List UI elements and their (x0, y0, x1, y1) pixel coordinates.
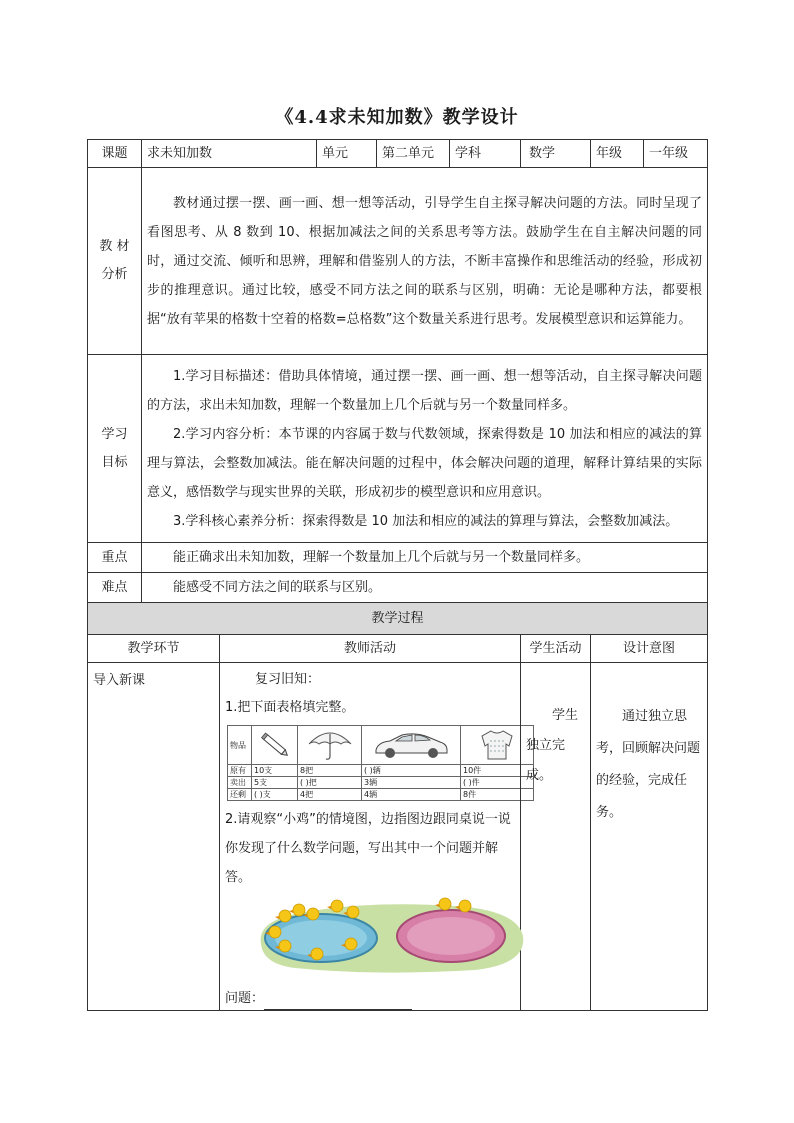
inventory-row: 原有 10支 8把 ( )辆 10件 (228, 765, 534, 777)
difficulty-row (88, 573, 708, 603)
answer-blank[interactable] (264, 995, 412, 1010)
inventory-row: 卖出 5支 ( )把 3辆 ( )件 (228, 777, 534, 789)
task-2: 2.请观察“小鸡”的情境图，边指图边跟同桌说一说你发现了什么数学问题，写出其中一个问题并解答。 (225, 812, 511, 885)
goal-item: 1.学习目标描述：借助具体情境，通过摆一摆、画一画、想一想等活动，自主探寻解决问题的方法，求出未知加数，理解一个数量加上几个后就与另一个数量同样多。 (147, 368, 703, 413)
task-1: 1.把下面表格填完整。 (225, 700, 355, 715)
info-row (88, 140, 708, 168)
design-intent: 通过独立思考，回顾解决问题的经验，完成任务。 (596, 709, 701, 820)
umbrella-icon (298, 726, 362, 765)
unit-value: 第二单元 (377, 140, 450, 168)
inventory-head: 物品 (228, 726, 252, 765)
process-header-row (88, 603, 708, 635)
difficulty-label: 难点 (88, 573, 142, 603)
key-text: 能正确求出未知加数，理解一个数量加上几个后就与另一个数量同样多。 (142, 543, 708, 573)
page-title: 《4.4求未知加数》教学设计 (275, 107, 519, 128)
process-header: 教学过程 (88, 603, 708, 635)
col-teacher: 教师活动 (220, 635, 521, 663)
student-activity-cell (521, 663, 591, 1011)
stage-cell (88, 663, 220, 1011)
material-text: 教材通过摆一摆、画一画、想一想等活动，引导学生自主探寻解决问题的方法。同时呈现了看图思考、从 8 数到 10、根据加减法之间的关系思考等方法。鼓励学生在自主解决问题的同时，通过交流、倾听和思辨，理解和借鉴别人的方法，不断丰富操作和思维活动的经验，形成初步的推理意识。通过比较，感受不同方法之间的联系与区别，明确：无论是哪种方法，都要根据“放有苹果的格数十空着的格数=总格数”这个数量关系进行思考。发展模型意识和运算能力。 (147, 195, 703, 327)
key-label: 重点 (88, 543, 142, 573)
course-label: 课题 (88, 140, 142, 168)
col-intent: 设计意图 (591, 635, 708, 663)
subject-label: 学科 (450, 140, 521, 168)
material-label: 教 材 分析 (88, 168, 142, 355)
teacher-activity-cell (220, 663, 521, 1011)
review-label: 复习旧知： (255, 672, 321, 687)
chick-scene-image (255, 894, 515, 984)
question-line (225, 988, 515, 1010)
col-stage: 教学环节 (88, 635, 220, 663)
goals-text-cell (142, 355, 708, 543)
design-intent-cell (591, 663, 708, 1011)
pencil-icon (252, 726, 298, 765)
subject-value: 数学 (521, 140, 591, 168)
grade-value: 一年级 (644, 140, 708, 168)
unit-label: 单元 (317, 140, 377, 168)
student-activity: 学生独立完成。 (526, 708, 579, 783)
stage-label: 导入新课 (93, 673, 146, 688)
key-row (88, 543, 708, 573)
grade-label: 年级 (591, 140, 644, 168)
material-text-cell (142, 168, 708, 355)
goal-item: 3.学科核心素养分析：探索得数是 10 加法和相应的减法的算理与算法，会整数加减法。 (173, 513, 679, 529)
inventory-row: 还剩 ( )支 4把 4辆 8件 (228, 789, 534, 801)
inventory-table (227, 725, 534, 801)
goals-label: 学习 目标 (88, 355, 142, 543)
lesson-plan-table (87, 139, 708, 1011)
col-student: 学生活动 (521, 635, 591, 663)
car-icon (362, 726, 461, 765)
inventory-icon-row (228, 726, 534, 765)
goal-item: 2.学习内容分析：本节课的内容属于数与代数领域，探索得数是 10 加法和相应的减法的算理与算法，会整数加减法。能在解决问题的过程中，体会解决问题的道理，解释计算结果的实际意义，感悟数学与现实世界的关联，形成初步的模型意识和应用意识。 (147, 426, 703, 500)
question-label: 问题： (225, 991, 265, 1006)
goals-row (88, 355, 708, 543)
material-row (88, 168, 708, 355)
process-columns-row (88, 635, 708, 663)
difficulty-text: 能感受不同方法之间的联系与区别。 (142, 573, 708, 603)
intro-row (88, 663, 708, 1011)
course-value: 求未知加数 (142, 140, 317, 168)
